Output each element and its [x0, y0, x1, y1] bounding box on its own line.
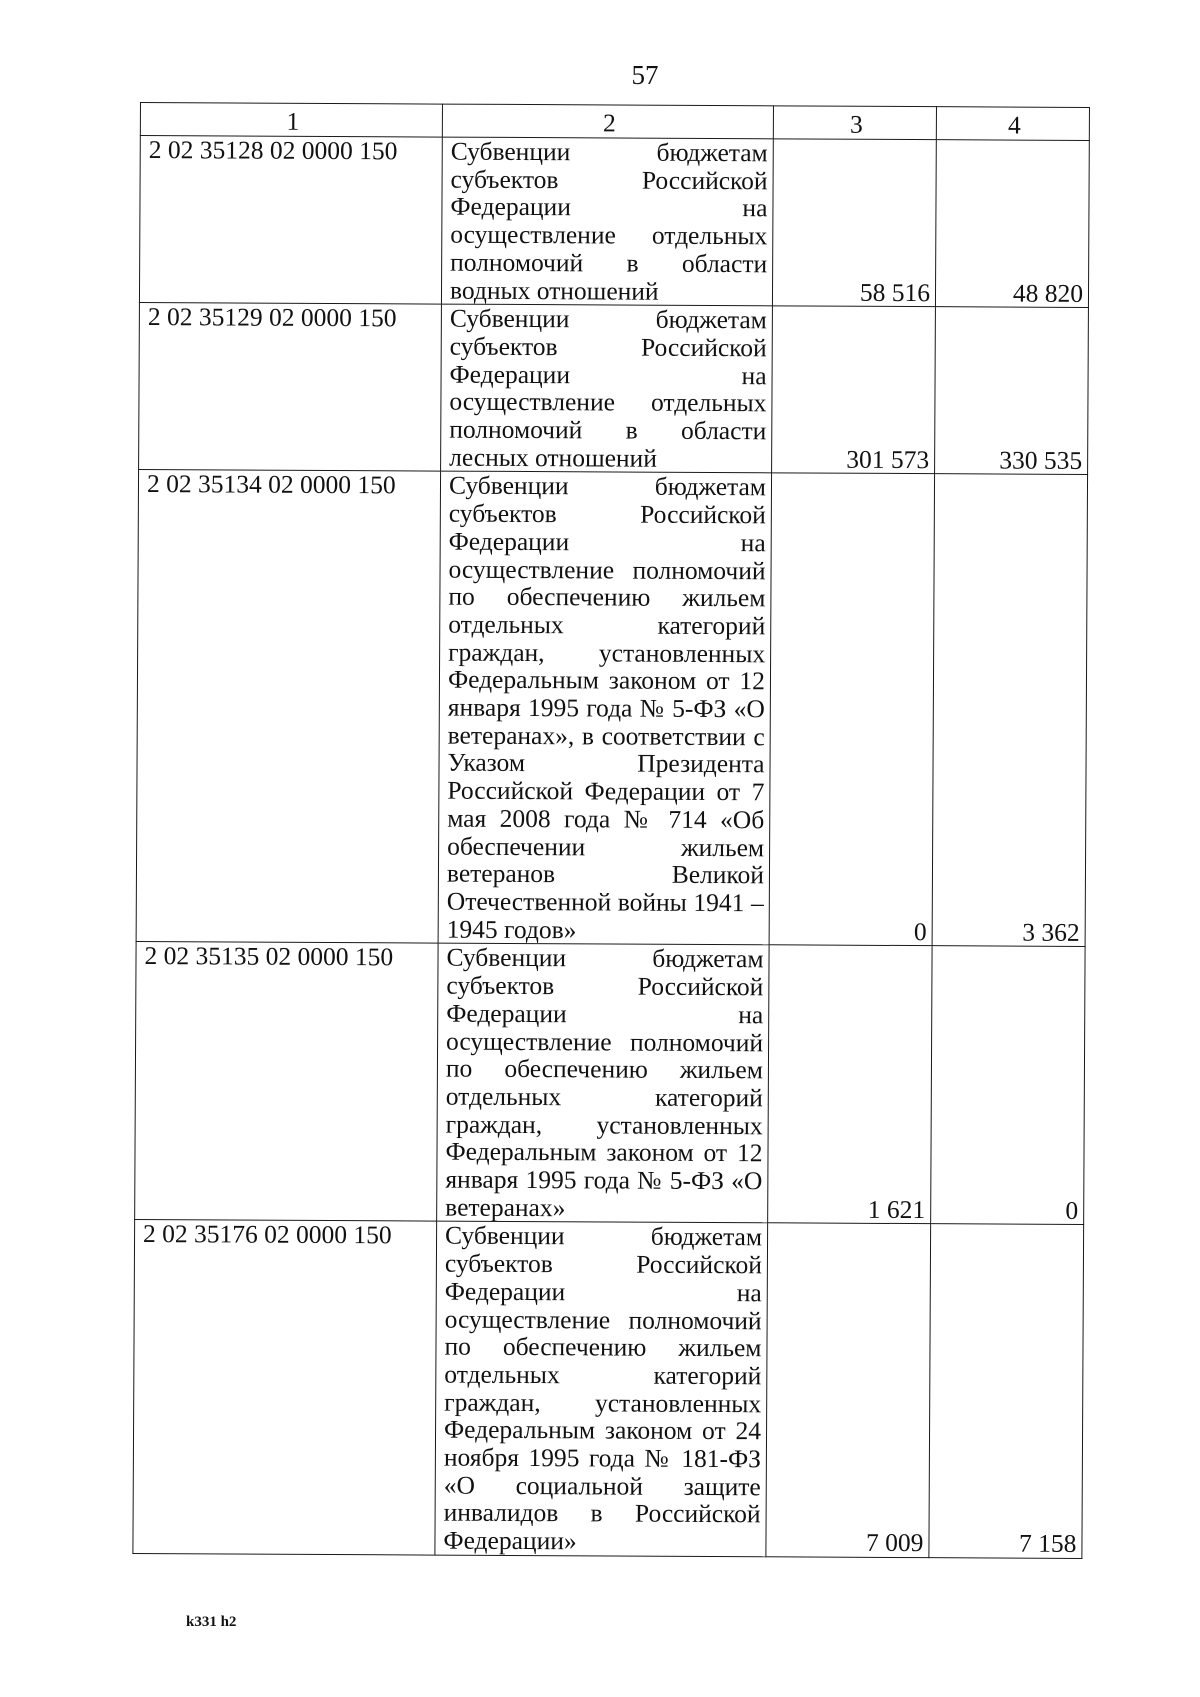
table-row	[135, 942, 1085, 1225]
row-code: 2 02 35129 02 0000 150	[139, 303, 442, 472]
row-value-col4: 0	[931, 946, 1085, 1225]
row-value-col3: 1 621	[768, 945, 932, 1224]
row-description: Субвенции бюджетам субъектов Российской Федерации на осуществление полномочий по обеспечению жильем отдельных категорий граждан, установленных Федеральным законом от 24 ноября 1995 года № 181-ФЗ «О социальной защите инвалидов в Российской Федерации»	[435, 1221, 768, 1556]
row-value-col4: 48 820	[935, 140, 1089, 308]
column-header-code: 1	[140, 103, 442, 138]
row-value-col4: 7 158	[929, 1224, 1084, 1558]
table-row	[133, 1220, 1084, 1558]
table-row	[139, 303, 1089, 475]
column-header-description: 2	[442, 104, 773, 139]
row-description: Субвенции бюджетам субъектов Российской Федерации на осуществление полномочий по обеспечению жильем отдельных категорий граждан, установленных Федеральным законом от 12 января 1995 года № 5-ФЗ «О ветеранах»	[437, 943, 769, 1223]
row-value-col4: 330 535	[935, 307, 1089, 475]
page-number: 57	[631, 60, 659, 90]
row-description: Субвенции бюджетам субъектов Российской Федерации на осуществление полномочий по обеспечению жильем отдельных категорий граждан, установленных Федеральным законом от 12 января 1995 года № 5-ФЗ «О ветеранах», в соответствии с Указом Президента Российской Федерации от 7 мая 2008 года № 714 «Об обеспечении жильем ветеранов Великой Отечественной войны 1941 – 1945 годов»	[438, 472, 771, 946]
row-description: Субвенции бюджетам субъектов Российской Федерации на осуществление отдельных полномочий в области лесных отношений	[441, 304, 773, 473]
row-code: 2 02 35128 02 0000 150	[139, 136, 442, 305]
row-code: 2 02 35176 02 0000 150	[133, 1220, 437, 1555]
budget-table	[132, 102, 1090, 1559]
row-value-col3: 0	[769, 473, 934, 946]
row-value-col4: 3 362	[932, 474, 1087, 947]
table-row	[139, 136, 1089, 308]
column-header-3: 3	[773, 106, 936, 140]
row-value-col3: 7 009	[766, 1223, 931, 1557]
row-code: 2 02 35134 02 0000 150	[136, 470, 440, 944]
table-row	[136, 470, 1087, 947]
row-code: 2 02 35135 02 0000 150	[135, 942, 438, 1222]
row-value-col3: 58 516	[772, 139, 936, 307]
row-value-col3: 301 573	[772, 306, 936, 474]
footer-document-code: k331 h2	[186, 1614, 237, 1630]
row-description: Субвенции бюджетам субъектов Российской Федерации на осуществление отдельных полномочий в области водных отношений	[441, 137, 773, 306]
column-header-4: 4	[936, 107, 1089, 141]
